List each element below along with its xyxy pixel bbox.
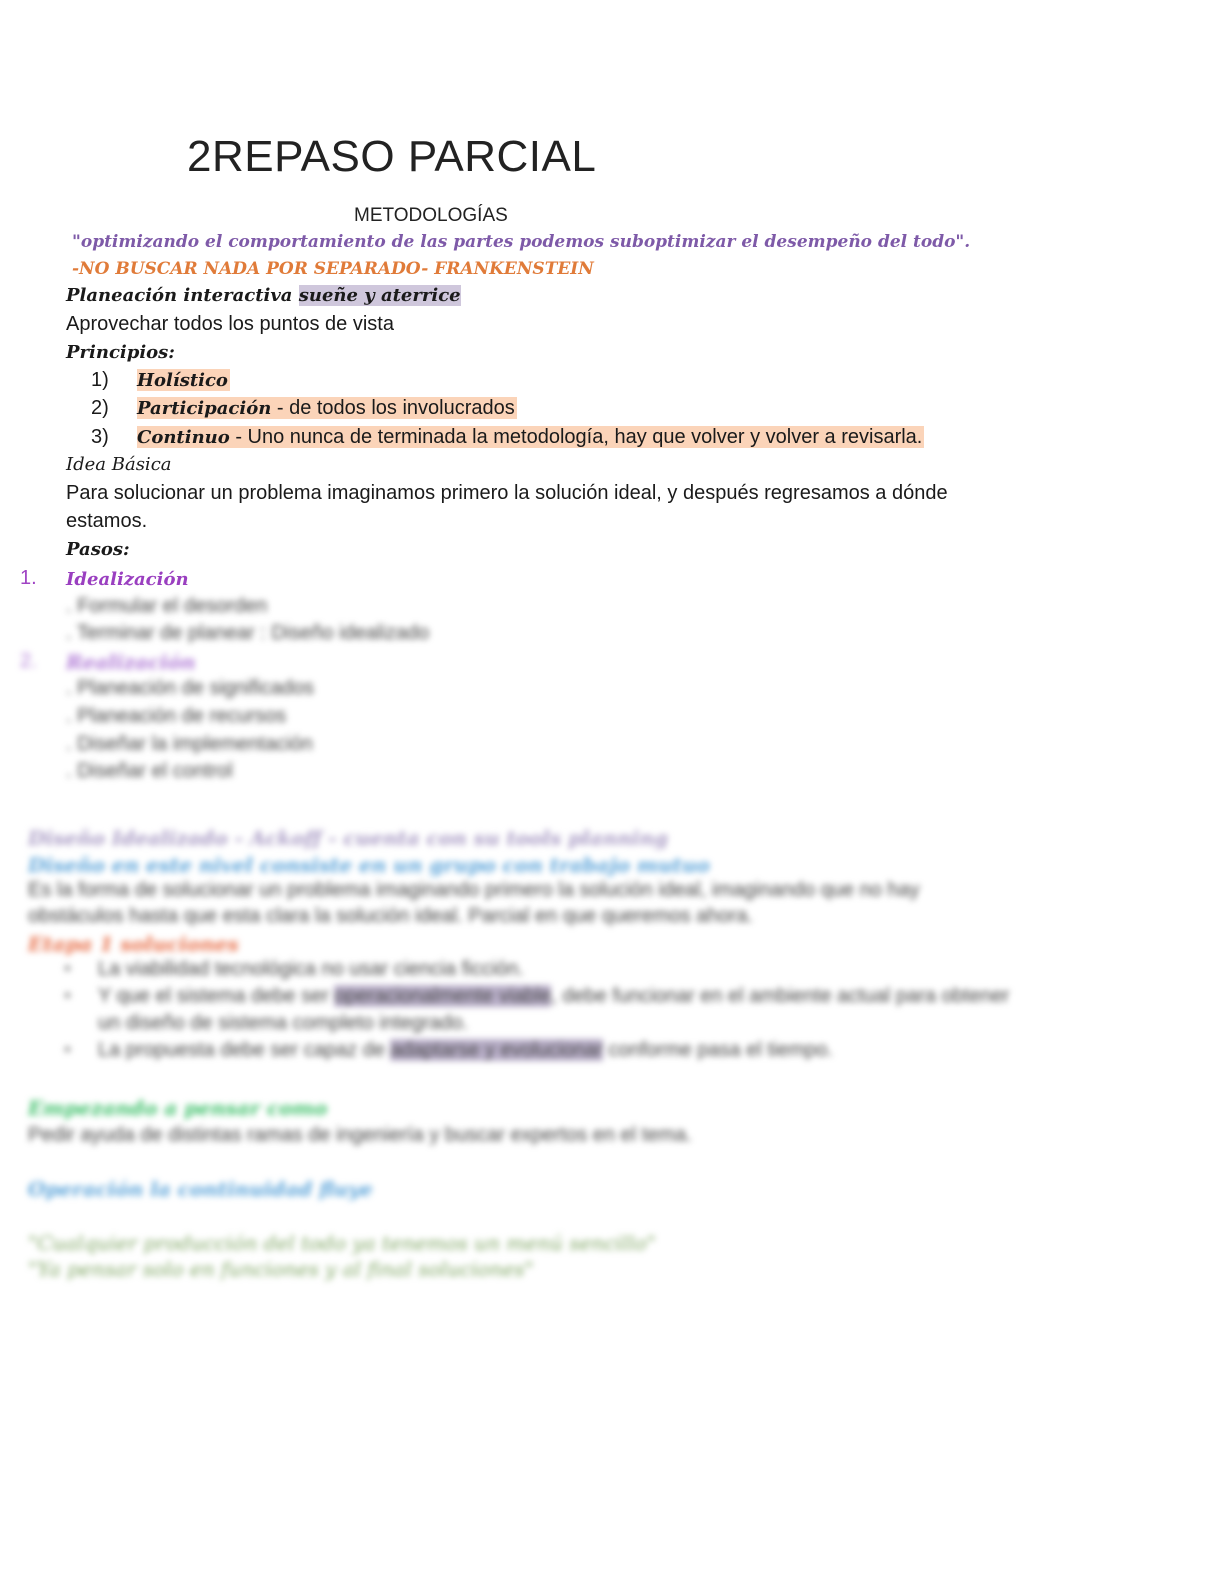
principio-number: 2) bbox=[91, 397, 109, 419]
principio-number: 3) bbox=[91, 426, 109, 448]
blurred-bullet-item bbox=[64, 1039, 833, 1062]
bullet-text: un diseño de sistema completo integrado. bbox=[98, 1012, 469, 1034]
intro-quote: "optimizando el comportamiento de las partes podemos suboptimizar el desempeño del todo". bbox=[72, 232, 971, 252]
bullet-text: conforme pasa el tiempo. bbox=[602, 1039, 833, 1061]
blurred-paso-2-name: Realización bbox=[66, 650, 196, 674]
blurred-bullet-item bbox=[64, 1012, 468, 1035]
bullet-text: Y que el sistema debe ser bbox=[98, 985, 335, 1007]
principio-rest: - de todos los involucrados bbox=[271, 397, 515, 419]
blurred-paso-1-item: . Formular el desorden bbox=[66, 595, 268, 617]
blurred-quote-line: "Ya pensar solo en funciones y al final soluciones" bbox=[28, 1257, 534, 1281]
page-title: 2REPASO PARCIAL bbox=[187, 132, 597, 181]
planeacion-line: Aprovechar todos los puntos de vista bbox=[66, 313, 394, 335]
blurred-paso-2-item: . Planeación de significados bbox=[66, 677, 314, 699]
bullet-icon: • bbox=[64, 958, 72, 980]
planeacion-highlight: sueñe y aterrice bbox=[298, 285, 461, 306]
planeacion-heading bbox=[66, 285, 461, 306]
principio-name: Participación bbox=[137, 398, 272, 419]
paso-1-number: 1. bbox=[20, 567, 37, 589]
idea-label: Idea Básica bbox=[66, 454, 172, 475]
blurred-paso-2-item: . Planeación de recursos bbox=[66, 705, 287, 727]
principio-name: Continuo bbox=[137, 427, 230, 448]
bullet-highlight: operacionalmente viable bbox=[334, 985, 552, 1007]
blurred-paso-2-number: 2. bbox=[20, 650, 37, 672]
principios-label: Principios: bbox=[66, 342, 175, 363]
idea-line-1: Para solucionar un problema imaginamos primero la solución ideal, y después regresamos a dónde bbox=[66, 482, 948, 504]
bullet-text: La propuesta debe ser capaz de bbox=[98, 1039, 391, 1061]
bullet-text: La viabilidad tecnológica no usar ciencia ficción. bbox=[98, 958, 524, 980]
paso-1-name: Idealización bbox=[66, 569, 189, 590]
planeacion-heading-text: Planeación interactiva bbox=[66, 285, 293, 306]
blurred-bullet-item bbox=[64, 985, 1009, 1008]
blurred-paragraph-line: Es la forma de solucionar un problema imaginando primero la solución ideal, imaginando que no hay bbox=[28, 879, 920, 901]
principio-rest: - Uno nunca de terminada la metodología, hay que volver y volver a revisarla. bbox=[229, 426, 923, 448]
page-subtitle: METODOLOGÍAS bbox=[354, 205, 508, 226]
intro-warning: -NO BUSCAR NADA POR SEPARADO- FRANKENSTEIN bbox=[72, 259, 594, 279]
blurred-paragraph-line: Pedir ayuda de distintas ramas de ingeniería y buscar expertos en el tema. bbox=[28, 1124, 692, 1146]
blurred-section-heading: Operación la continuidad fluye bbox=[28, 1177, 373, 1201]
blurred-paso-2-item: . Diseñar el control bbox=[66, 760, 233, 782]
principio-number: 1) bbox=[91, 369, 109, 391]
blurred-bullet-item bbox=[64, 958, 524, 981]
bullet-icon: • bbox=[64, 1039, 72, 1061]
blurred-paragraph-line: obstáculos hasta que esta clara la solución ideal. Parcial en que queremos ahora. bbox=[28, 905, 753, 927]
bullet-highlight: adaptarse y evolucionar bbox=[390, 1039, 603, 1061]
idea-line-2: estamos. bbox=[66, 510, 148, 532]
principio-name: Holístico bbox=[137, 370, 228, 391]
principio-item bbox=[91, 369, 230, 392]
bullet-icon: • bbox=[64, 985, 72, 1007]
blurred-paso-2-item: . Diseñar la implementación bbox=[66, 733, 313, 755]
bullet-text: , debe funcionar en el ambiente actual para obtener bbox=[551, 985, 1010, 1007]
principio-item bbox=[91, 426, 924, 449]
principio-item bbox=[91, 397, 517, 420]
blurred-section-heading: Etapa 1 soluciones bbox=[28, 932, 239, 956]
blurred-section-heading: Diseño Idealizado - Ackoff - cuenta con su tools planning bbox=[28, 826, 668, 850]
blurred-section-heading: Diseño en este nivel consiste en un grupo con trabajo mutuo bbox=[28, 853, 710, 877]
blurred-section-heading: Empezando a pensar como bbox=[28, 1096, 328, 1120]
pasos-label: Pasos: bbox=[66, 539, 130, 560]
blurred-paso-1-item: . Terminar de planear : Diseño idealizado bbox=[66, 622, 430, 644]
blurred-quote-line: "Cualquier producción del todo ya tenemos un menú sencillo" bbox=[28, 1231, 656, 1255]
